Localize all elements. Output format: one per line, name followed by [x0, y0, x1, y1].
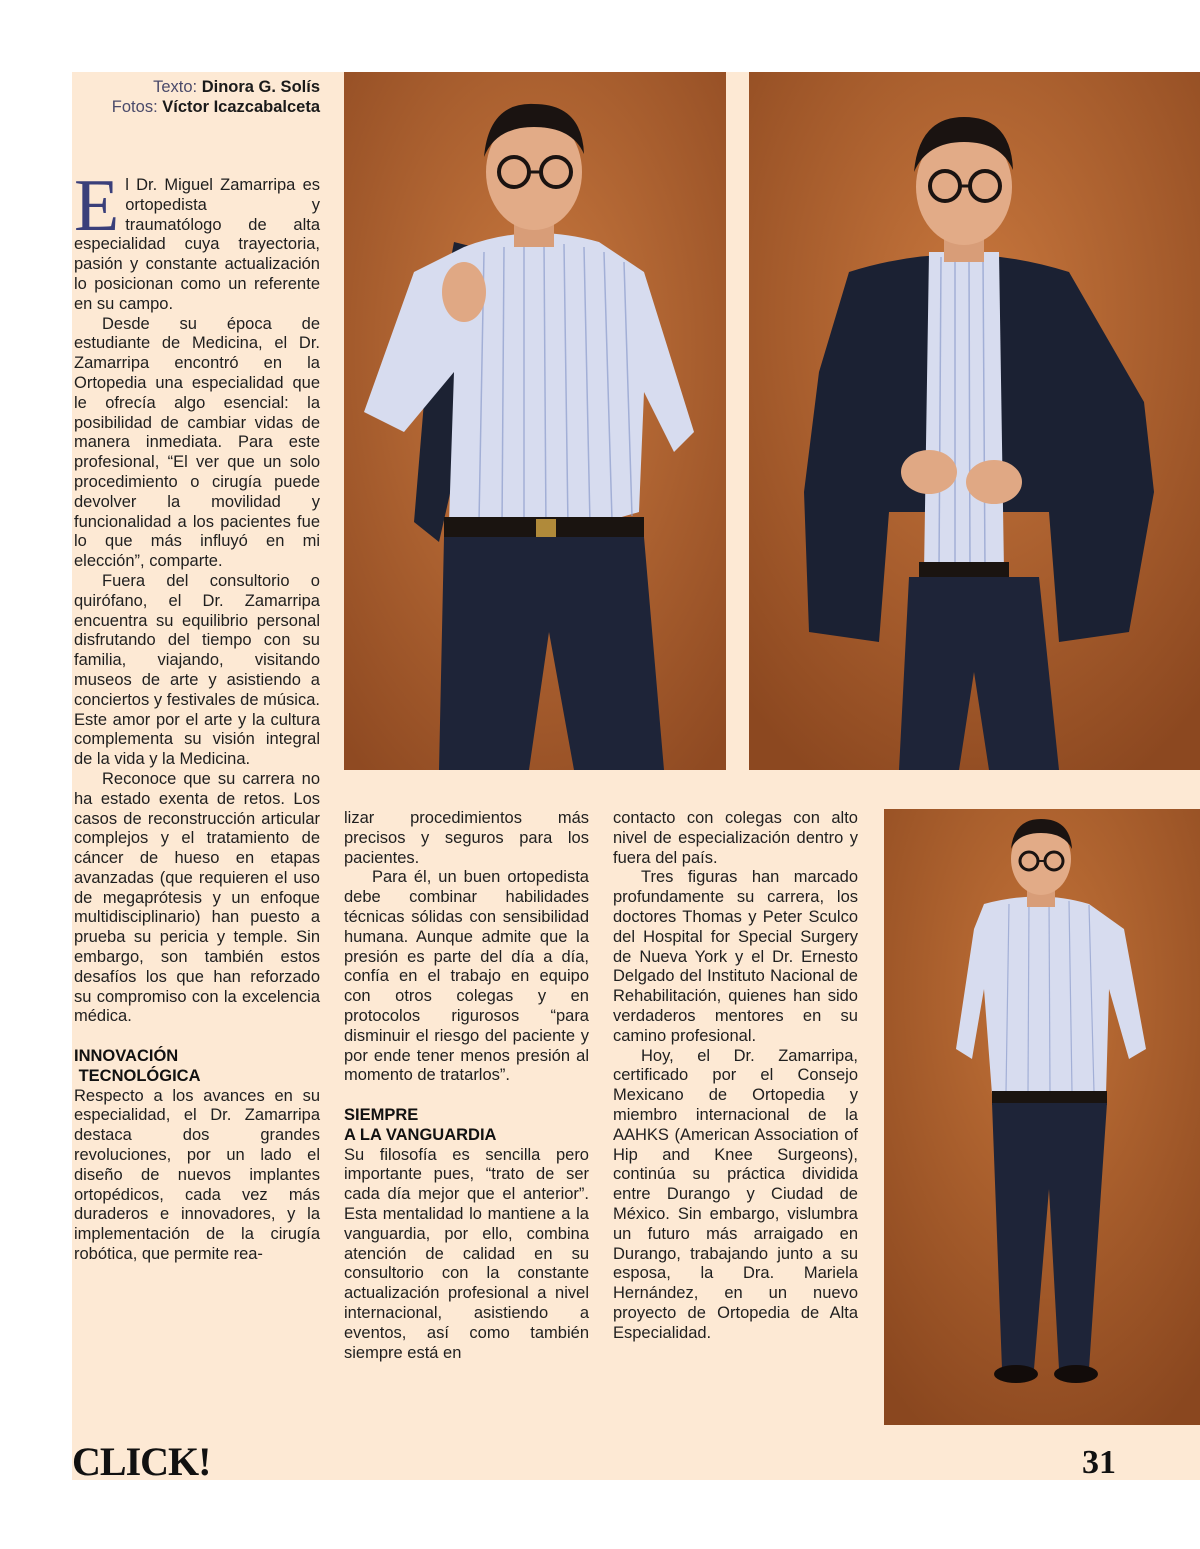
credits	[74, 77, 320, 117]
article-paragraph: Tres figuras han marcado profundamente su carrera, los doctores Thomas y Peter Sculco del Hospital for Special Surgery de Nueva York y el Dr. Ernesto Delgado del Instituto Nacional de Rehabilitación, quienes han sido verdaderos mentores en su camino profesional.	[613, 868, 858, 1045]
photo-credit-label: Fotos:	[111, 98, 158, 116]
drop-cap: E	[74, 165, 120, 247]
article-column-3	[613, 809, 858, 1344]
article-paragraph: Reconoce que su carrera no ha estado exenta de retos. Los casos de reconstrucción articular complejos y el tratamiento de cáncer de hueso en etapas avanzadas (que requieren el uso de megaprótesis y un enfoque multidisciplinario) han puesto a prueba su pericia y temple. Sin embargo, son también estos desafíos los que han reforzado su compromiso con la excelencia médica.	[74, 769, 320, 1026]
article-paragraph: Respecto a los avances en su especialidad, el Dr. Zamarripa destaca dos grandes revoluciones, por un lado el diseño de nuevos implantes ortopédicos, cada vez más duraderos e innovadores, y la implementación de la cirugía robótica, que permite rea-	[74, 1086, 320, 1264]
photo-credit-author: Víctor Icazcabalceta	[162, 98, 320, 116]
article-column-2	[344, 809, 589, 1363]
portrait-illustration	[884, 809, 1200, 1425]
portrait-illustration	[749, 72, 1200, 770]
section-heading-vanguardia: SIEMPRE A LA VANGUARDIA	[344, 1105, 497, 1144]
section-heading-innovacion: INNOVACIÓN TECNOLÓGICA	[74, 1047, 201, 1085]
text-credit-label: Texto:	[153, 78, 198, 96]
article-paragraph: Para él, un buen ortopedista debe combinar habilidades técnicas sólidas con sensibilidad humana. Aunque admite que la presión es parte del día a día, confía en el trabajo en equipo con otros colegas y en protocolos rigurosos “para disminuir el riesgo del paciente y por ende tener menos presión al momento de tratarlos”.	[344, 868, 589, 1085]
portrait-photo-jacket-over-shoulder	[344, 72, 726, 770]
article-paragraph: Su filosofía es sencilla pero importante pues, “trato de ser cada día mejor que el anterior”. Esta mentalidad lo mantiene a la vanguardia, por ello, combina atención de calidad en su consultorio con la constante actualización profesional a nivel internacional, asistiendo a eventos, así como también siempre está en	[344, 1145, 589, 1362]
article-column-1	[74, 165, 320, 1265]
portrait-photo-full-body	[884, 809, 1200, 1425]
article-paragraph: El Dr. Miguel Zamarripa es ortopedista y traumatólogo de alta especialidad cuya trayectoria, pasión y constante actualización lo posicionan como un referente en su campo.	[74, 165, 320, 313]
article-paragraph: lizar procedimientos más precisos y seguros para los pacientes.	[344, 809, 589, 867]
article-paragraph: contacto con colegas con alto nivel de especialización dentro y fuera del país.	[613, 809, 858, 867]
portrait-illustration	[344, 72, 726, 770]
portrait-photo-blazer	[749, 72, 1200, 770]
magazine-logo: CLICK!	[72, 1439, 211, 1484]
page-number: 31	[1082, 1444, 1116, 1481]
text-credit-author: Dinora G. Solís	[201, 78, 320, 96]
article-paragraph: Desde su época de estudiante de Medicina, el Dr. Zamarripa encontró en la Ortopedia una especialidad que le ofrecía algo esencial: la posibilidad de cambiar vidas de manera inmediata. Para este profesional, “El ver que un solo procedimiento o cirugía puede devolver la movilidad y funcionalidad a los pacientes fue lo que más influyó en mi elección”, comparte.	[74, 314, 320, 571]
article-paragraph: Hoy, el Dr. Zamarripa, certificado por el Consejo Mexicano de Ortopedia y miembro internacional de la AAHKS (American Association of Hip and Knee Surgeons), continúa su práctica dividida entre Durango y Ciudad de México. Sin embargo, vislumbra un futuro más arraigado en Durango, trabajando junto a su esposa, la Dra. Mariela Hernández, en un nuevo proyecto de Ortopedia de Alta Especialidad.	[613, 1046, 858, 1342]
article-paragraph: Fuera del consultorio o quirófano, el Dr. Zamarripa encuentra su equilibrio personal disfrutando del tiempo con su familia, viajando, visitando museos de arte y asistiendo a conciertos y festivales de música. Este amor por el arte y la cultura complementa su visión integral de la vida y la Medicina.	[74, 571, 320, 769]
